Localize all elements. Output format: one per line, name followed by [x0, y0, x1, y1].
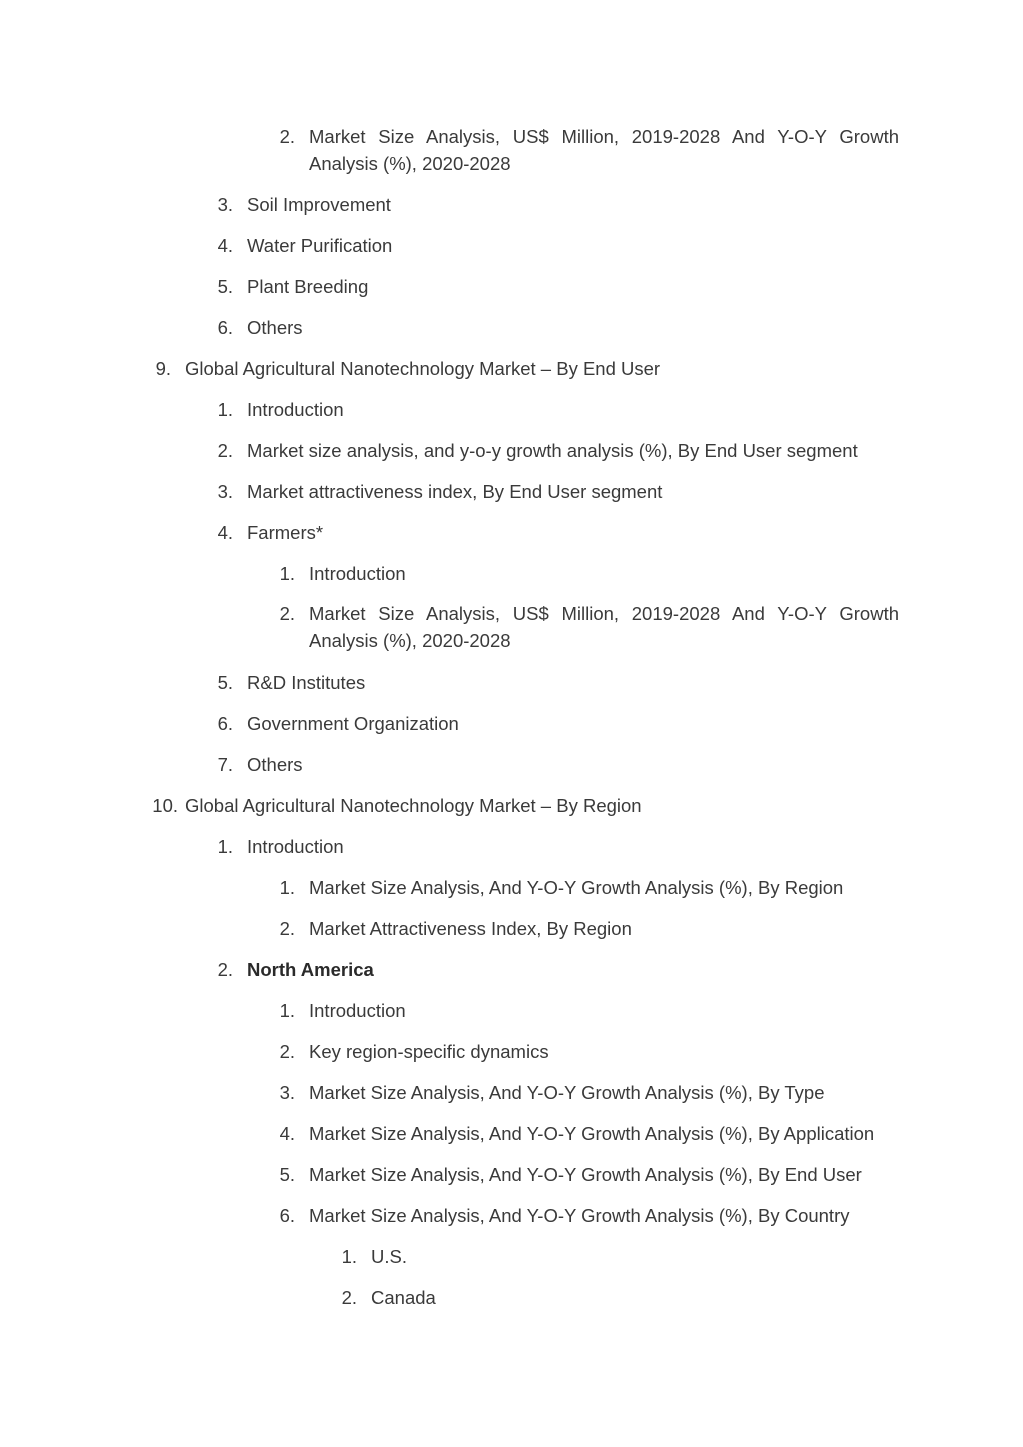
list-text: Market Attractiveness Index, By Region	[309, 918, 632, 939]
list-text: Market attractiveness index, By End User segment	[247, 481, 663, 502]
list-number: 2.	[279, 603, 295, 624]
list-text: Market Size Analysis, US$ Million, 2019-2028 And Y-O-Y Growth Analysis (%), 2020-2028	[309, 126, 899, 174]
list-text: Farmers*	[247, 522, 324, 543]
list-number: 4.	[217, 235, 233, 256]
list-text-bold: North America	[247, 959, 374, 980]
list-text: Market Size Analysis, And Y-O-Y Growth Analysis (%), By Country	[309, 1205, 850, 1226]
list-number: 1.	[279, 877, 295, 898]
list-number: 5.	[217, 672, 233, 693]
list-number: 1.	[279, 563, 295, 584]
list-number: 6.	[217, 317, 233, 338]
list-text: Key region-specific dynamics	[309, 1041, 549, 1062]
list-text: Canada	[371, 1287, 436, 1308]
list-text: Others	[247, 754, 303, 775]
list-text: Market Size Analysis, And Y-O-Y Growth Analysis (%), By Region	[309, 877, 844, 898]
list-text: Government Organization	[247, 713, 459, 734]
list-number: 2.	[341, 1287, 357, 1308]
list-number: 1.	[279, 1000, 295, 1021]
list-text: Global Agricultural Nanotechnology Market – By Region	[185, 795, 642, 816]
list-text: U.S.	[371, 1246, 407, 1267]
list-number: 10.	[152, 795, 178, 816]
list-number: 2.	[279, 126, 295, 147]
list-text: Others	[247, 317, 303, 338]
list-text: Market Size Analysis, And Y-O-Y Growth Analysis (%), By End User	[309, 1164, 862, 1185]
list-number: 2.	[279, 1041, 295, 1062]
list-number: 5.	[217, 276, 233, 297]
list-text: Market Size Analysis, US$ Million, 2019-2028 And Y-O-Y Growth Analysis (%), 2020-2028	[309, 603, 899, 651]
list-number: 3.	[279, 1082, 295, 1103]
list-text: Soil Improvement	[247, 194, 391, 215]
list-text: R&D Institutes	[247, 672, 366, 693]
list-text: Introduction	[309, 563, 406, 584]
list-number: 7.	[217, 754, 233, 775]
list-text: Introduction	[247, 399, 344, 420]
list-text: Water Purification	[247, 235, 393, 256]
list-text: Market Size Analysis, And Y-O-Y Growth Analysis (%), By Type	[309, 1082, 825, 1103]
list-number: 2.	[217, 440, 233, 461]
list-number: 1.	[341, 1246, 357, 1267]
list-number: 1.	[217, 399, 233, 420]
list-number: 9.	[155, 358, 171, 379]
list-text: Global Agricultural Nanotechnology Market – By End User	[185, 358, 661, 379]
list-number: 4.	[217, 522, 233, 543]
list-number: 2.	[217, 959, 233, 980]
list-number: 5.	[279, 1164, 295, 1185]
list-number: 4.	[279, 1123, 295, 1144]
list-text: Introduction	[247, 836, 344, 857]
list-text: Introduction	[309, 1000, 406, 1021]
list-number: 6.	[279, 1205, 295, 1226]
list-text: Market size analysis, and y-o-y growth analysis (%), By End User segment	[247, 440, 858, 461]
list-number: 1.	[217, 836, 233, 857]
list-number: 3.	[217, 194, 233, 215]
list-number: 3.	[217, 481, 233, 502]
list-number: 2.	[279, 918, 295, 939]
list-number: 6.	[217, 713, 233, 734]
list-text: Plant Breeding	[247, 276, 369, 297]
list-text: Market Size Analysis, And Y-O-Y Growth Analysis (%), By Application	[309, 1123, 875, 1144]
